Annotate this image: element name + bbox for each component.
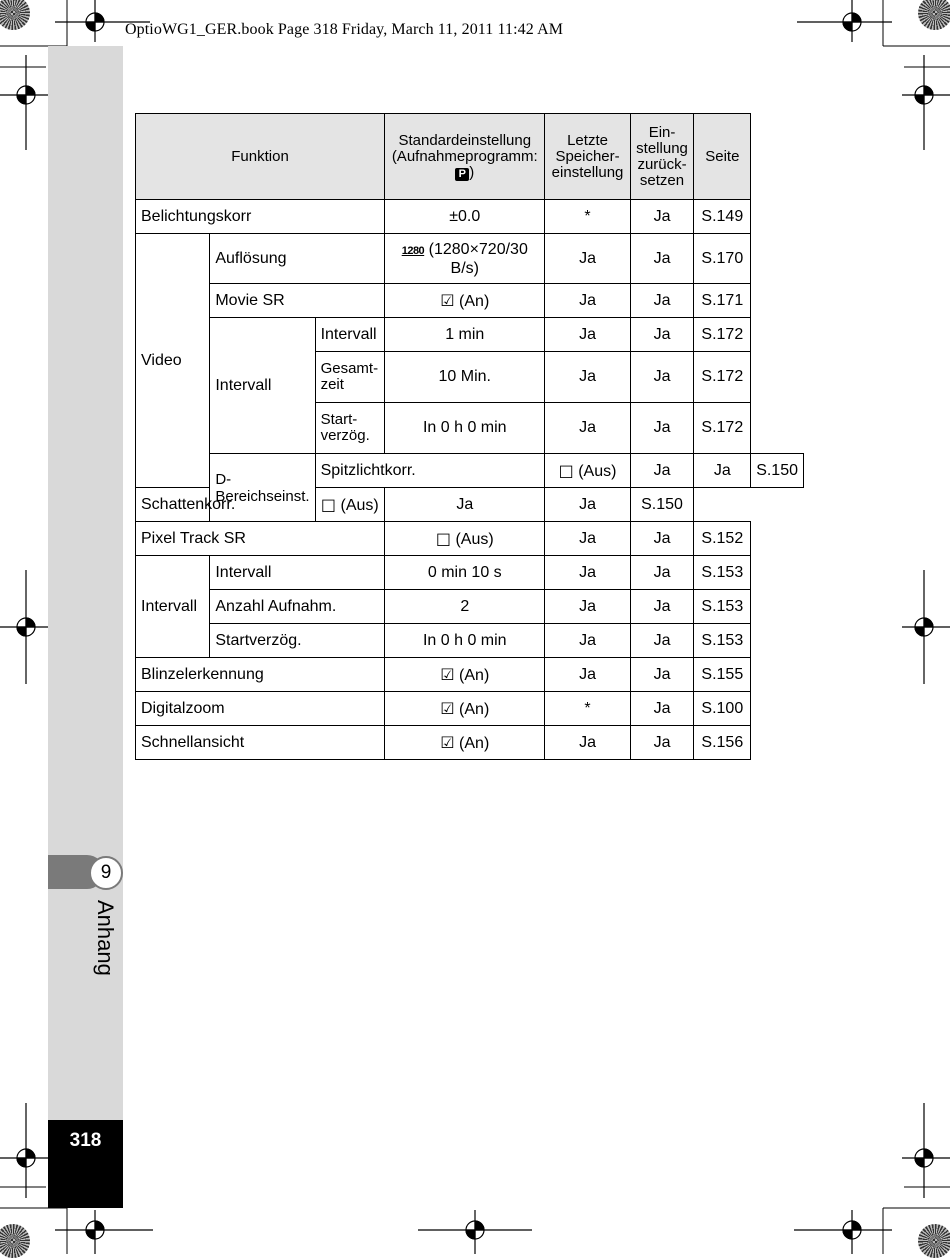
row-reset: Ja (630, 318, 694, 352)
table-row (136, 522, 804, 556)
checkbox-empty-icon: □ (320, 494, 337, 514)
row-memory: Ja (385, 488, 545, 522)
header-zurueck: Ein-stellung zurück-setzen (630, 114, 694, 200)
row-name: Belichtungskorr (136, 200, 385, 234)
row-name: Start-verzög. (315, 403, 385, 454)
table-header-row (136, 114, 804, 200)
row-name: Auflösung (210, 234, 385, 284)
row-page: S.153 (694, 624, 751, 658)
row-page: S.155 (694, 658, 751, 692)
row-name: Intervall (210, 556, 385, 590)
row-reset: Ja (630, 352, 694, 403)
table-row (136, 726, 804, 760)
row-default: In 0 h 0 min (385, 624, 545, 658)
checkbox-empty-icon: □ (558, 460, 574, 480)
group-d-bereich: D-Bereichseinst. (210, 454, 315, 522)
row-reset: Ja (630, 403, 694, 454)
row-reset: Ja (630, 692, 694, 726)
group-video-intervall: Intervall (210, 318, 315, 454)
row-page: S.152 (694, 522, 751, 556)
row-name: Schnellansicht (136, 726, 385, 760)
table-row (136, 692, 804, 726)
checkbox-empty-icon: □ (435, 528, 451, 548)
row-name: Intervall (315, 318, 385, 352)
table-row (136, 658, 804, 692)
group-intervall: Intervall (136, 556, 210, 658)
table-row (136, 318, 804, 352)
row-name: Startverzög. (210, 624, 385, 658)
row-name: Pixel Track SR (136, 522, 385, 556)
row-name: Digitalzoom (136, 692, 385, 726)
row-page: S.172 (694, 352, 751, 403)
row-reset: Ja (630, 234, 694, 284)
row-memory: * (545, 692, 630, 726)
header-standard: Standardeinstellung (Aufnahmeprogramm: P ) (385, 114, 545, 200)
row-page: S.150 (630, 488, 694, 522)
row-default: 2 (385, 590, 545, 624)
checkbox-checked-icon: ☑ (440, 732, 455, 752)
row-page: S.100 (694, 692, 751, 726)
resolution-1280-icon: 1280 (401, 244, 425, 257)
checkbox-checked-icon: ☑ (440, 698, 455, 718)
row-reset: Ja (630, 658, 694, 692)
row-reset: Ja (694, 454, 751, 488)
row-default: ☑ (An) (385, 284, 545, 318)
table-row (136, 624, 804, 658)
page-number-box (48, 1120, 123, 1208)
row-name: Movie SR (210, 284, 385, 318)
row-page: S.153 (694, 590, 751, 624)
row-name: Spitzlichtkorr. (315, 454, 545, 488)
row-name: Blinzelerkennung (136, 658, 385, 692)
row-memory: Ja (545, 284, 630, 318)
checkbox-checked-icon: ☑ (440, 290, 455, 310)
row-reset: Ja (630, 200, 694, 234)
row-memory: * (545, 200, 630, 234)
row-default: ☑ (An) (385, 726, 545, 760)
row-name: Schattenkorr. (136, 488, 316, 522)
row-page: S.149 (694, 200, 751, 234)
row-page: S.156 (694, 726, 751, 760)
row-default: ±0.0 (385, 200, 545, 234)
page-number: 318 (69, 1130, 102, 1151)
row-default: 1280 (1280×720/30 B/s) (385, 234, 545, 284)
row-default: ☑ (An) (385, 658, 545, 692)
row-default: □ (Aus) (315, 488, 385, 522)
row-default: □ (Aus) (545, 454, 630, 488)
row-page: S.170 (694, 234, 751, 284)
table-row (136, 284, 804, 318)
checkbox-checked-icon: ☑ (440, 664, 455, 684)
header-seite: Seite (694, 114, 751, 200)
table-row (136, 200, 804, 234)
row-reset: Ja (630, 590, 694, 624)
row-reset: Ja (630, 624, 694, 658)
table-row (136, 590, 804, 624)
row-reset: Ja (630, 556, 694, 590)
row-memory: Ja (630, 454, 694, 488)
row-reset: Ja (630, 522, 694, 556)
header-funktion: Funktion (136, 114, 385, 200)
table-row (136, 234, 804, 284)
row-memory: Ja (545, 658, 630, 692)
row-default: 0 min 10 s (385, 556, 545, 590)
header-letzte: Letzte Speicher-einstellung (545, 114, 630, 200)
row-memory: Ja (545, 403, 630, 454)
settings-table (135, 113, 804, 760)
row-memory: Ja (545, 352, 630, 403)
row-page: S.172 (694, 403, 751, 454)
row-page: S.153 (694, 556, 751, 590)
table-row (136, 556, 804, 590)
row-page: S.150 (751, 454, 804, 488)
row-page: S.172 (694, 318, 751, 352)
page-header: OptioWG1_GER.book Page 318 Friday, March 11, 2011 11:42 AM (125, 21, 564, 38)
table-row (136, 454, 804, 488)
row-memory: Ja (545, 624, 630, 658)
chapter-number: 9 (89, 856, 123, 890)
row-default: ☑ (An) (385, 692, 545, 726)
row-memory: Ja (545, 590, 630, 624)
row-memory: Ja (545, 318, 630, 352)
row-name: Anzahl Aufnahm. (210, 590, 385, 624)
row-default: 1 min (385, 318, 545, 352)
row-default: □ (Aus) (385, 522, 545, 556)
row-reset: Ja (630, 284, 694, 318)
row-page: S.171 (694, 284, 751, 318)
chapter-title: Anhang (93, 900, 118, 976)
row-name: Gesamt-zeit (315, 352, 385, 403)
row-default: 10 Min. (385, 352, 545, 403)
program-mode-icon: P (455, 168, 469, 181)
group-video: Video (136, 234, 210, 488)
row-memory: Ja (545, 522, 630, 556)
row-memory: Ja (545, 234, 630, 284)
row-default: In 0 h 0 min (385, 403, 545, 454)
row-reset: Ja (630, 726, 694, 760)
row-memory: Ja (545, 726, 630, 760)
row-memory: Ja (545, 556, 630, 590)
row-reset: Ja (545, 488, 630, 522)
